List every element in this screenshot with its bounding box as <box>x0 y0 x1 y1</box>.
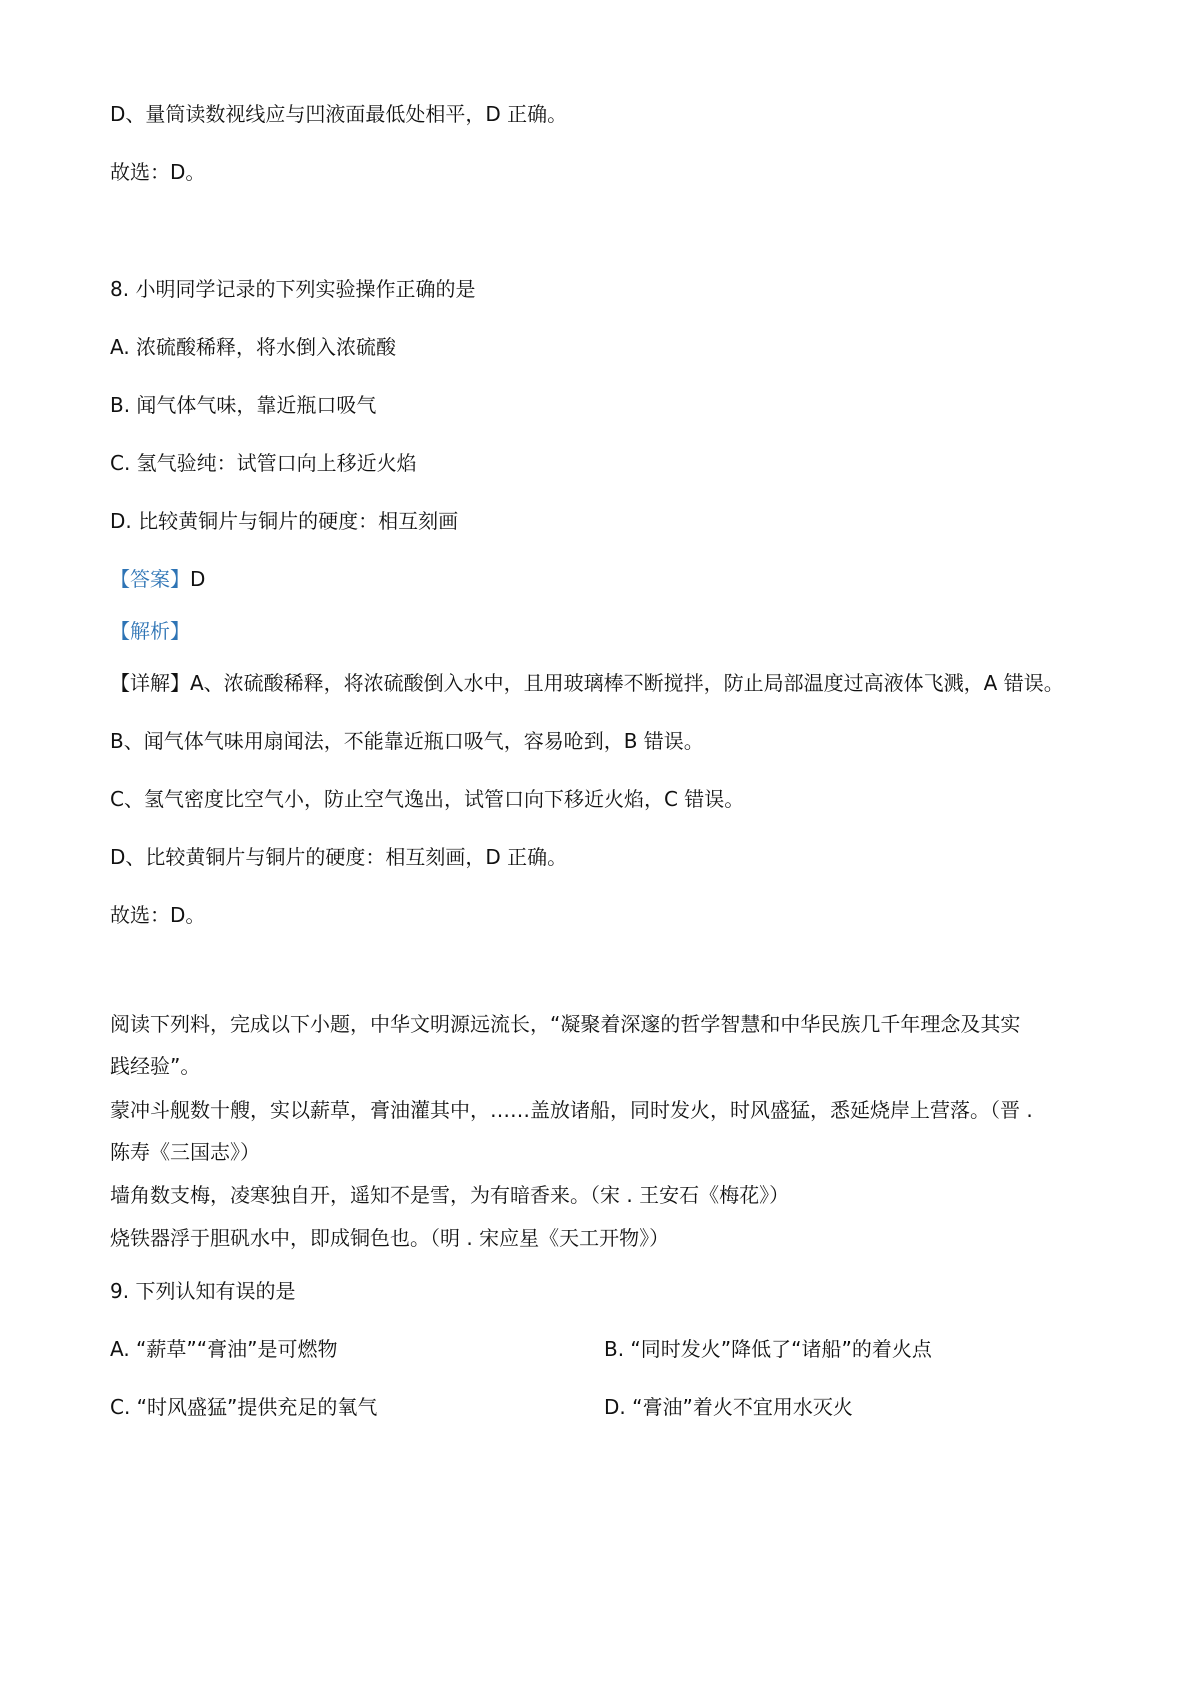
detail-text-a: A、浓硫酸稀释，将浓硫酸倒入水中，且用玻璃棒不断搅拌，防止局部温度过高液体飞溅，A 错误。 <box>190 671 1064 695</box>
reading-poem-3: 烧铁器浮于胆矾水中，即成铜色也。（明 . 宋应星《天工开物》） <box>110 1226 670 1250</box>
q8-detail-line-c: C、氢气密度比空气小，防止空气逸出，试管口向下移近火焰，C 错误。 <box>110 787 745 811</box>
analysis-tag: 【解析】 <box>110 619 190 643</box>
detail-tag: 【详解】 <box>110 671 190 695</box>
q8-option-d: D. 比较黄铜片与铜片的硬度：相互刻画 <box>110 509 459 533</box>
q8-detail-line-d: D、比较黄铜片与铜片的硬度：相互刻画，D 正确。 <box>110 845 568 869</box>
q8-detail-line-b: B、闻气体气味用扇闻法，不能靠近瓶口吸气，容易呛到，B 错误。 <box>110 729 704 753</box>
q8-option-a: A. 浓硫酸稀释，将水倒入浓硫酸 <box>110 335 397 359</box>
q9-option-c: C. “时风盛猛”提供充足的氧气 <box>110 1395 378 1419</box>
reading-intro-line-1: 阅读下列料，完成以下小题，中华文明源远流长，“凝聚着深邃的哲学智慧和中华民族几千年理念及其实 <box>110 1012 1021 1036</box>
q8-option-c: C. 氢气验纯：试管口向上移近火焰 <box>110 451 417 475</box>
q8-analysis-tag <box>110 617 190 645</box>
q8-option-b: B. 闻气体气味，靠近瓶口吸气 <box>110 393 377 417</box>
answer-tag: 【答案】 <box>110 567 190 591</box>
reading-poem-1-line-2: 陈寿《三国志》） <box>110 1140 260 1164</box>
q9-option-b: B. “同时发火”降低了“诸船”的着火点 <box>604 1337 932 1361</box>
q8-detail-line-a <box>110 669 1064 697</box>
q8-choice: 故选：D。 <box>110 903 206 927</box>
q8-stem: 8. 小明同学记录的下列实验操作正确的是 <box>110 277 476 301</box>
reading-poem-1-line-1: 蒙冲斗舰数十艘，实以薪草，膏油灌其中，……盖放诸船，同时发火，时风盛猛，悉延烧岸上营落。（晋 . <box>110 1098 1033 1122</box>
prev-option-d-explanation: D、量筒读数视线应与凹液面最低处相平，D 正确。 <box>110 102 568 126</box>
q9-option-d: D. “膏油”着火不宜用水灭火 <box>604 1395 853 1419</box>
reading-intro-line-2: 践经验”。 <box>110 1054 201 1078</box>
q9-option-a: A. “薪草”“膏油”是可燃物 <box>110 1337 338 1361</box>
prev-choice: 故选：D。 <box>110 160 206 184</box>
q8-answer <box>110 565 205 593</box>
q9-stem: 9. 下列认知有误的是 <box>110 1279 296 1303</box>
reading-poem-2: 墙角数支梅，凌寒独自开，遥知不是雪，为有暗香来。（宋 . 王安石《梅花》） <box>110 1183 790 1207</box>
answer-value: D <box>190 567 206 591</box>
